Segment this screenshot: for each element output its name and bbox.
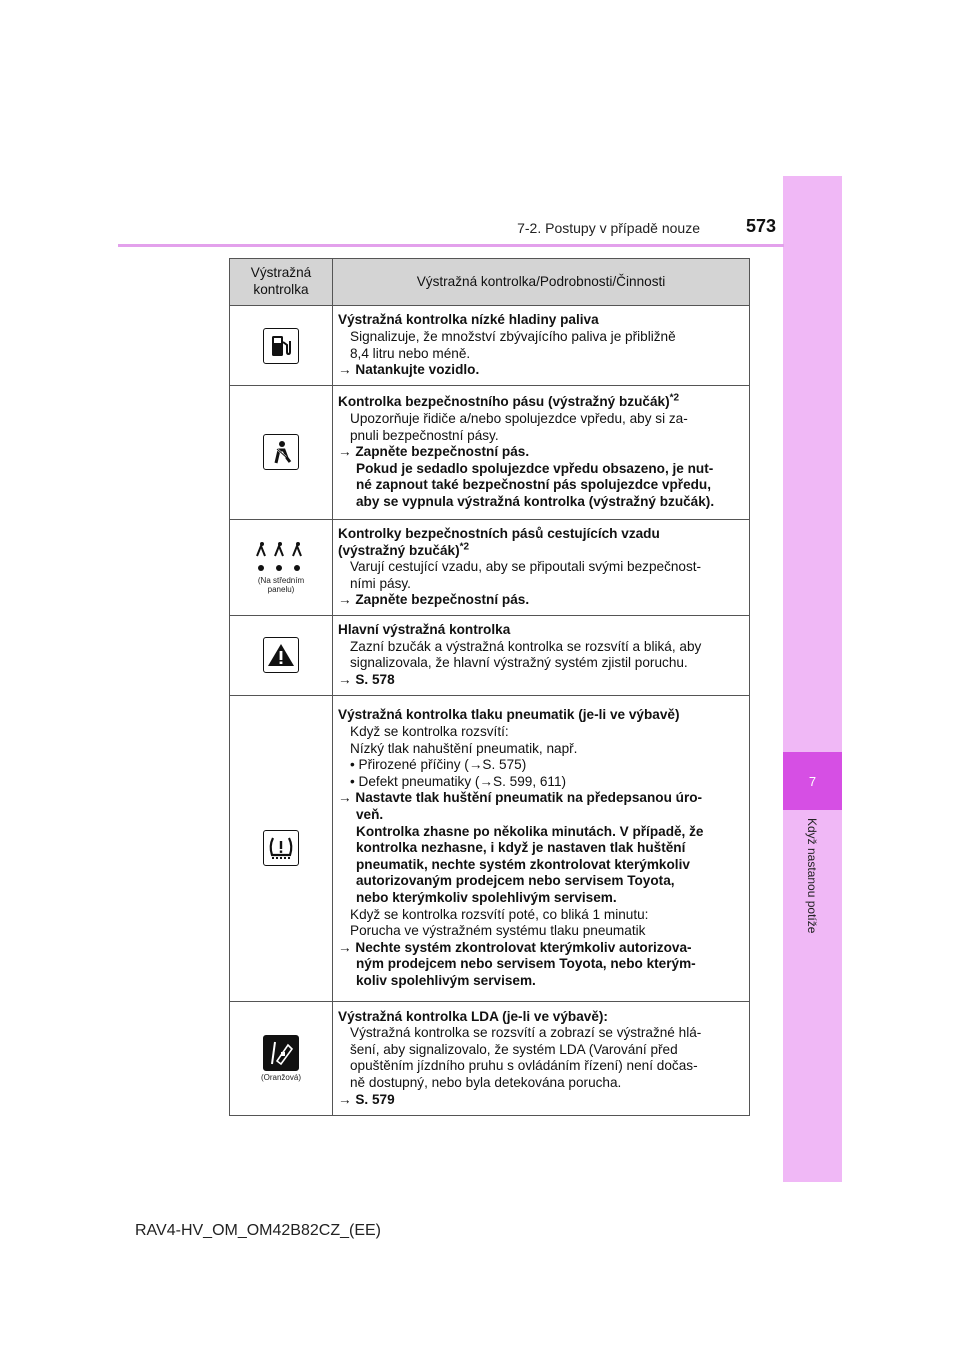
- row-action: → S. 579: [338, 1091, 395, 1107]
- tire-pressure-icon: [263, 830, 299, 866]
- row-title: Výstražná kontrolka LDA (je-li ve výbavě):: [338, 1008, 608, 1024]
- rear-seatbelts-icon: [253, 540, 309, 574]
- row-action: → Zapněte bezpečnostní pás.: [338, 592, 530, 608]
- row-title: Hlavní výstražná kontrolka: [338, 622, 511, 638]
- row-title: Výstražná kontrolka tlaku pneumatik (je-li ve výbavě): [338, 707, 680, 723]
- row-title: Kontrolka bezpečnostního pásu (výstražný bzučák): [338, 394, 670, 410]
- col-header-details: Výstražná kontrolka/Podrobnosti/Činnosti: [333, 259, 750, 306]
- section-title: 7-2. Postupy v případě nouze: [517, 220, 700, 236]
- table-row: Kontrolka bezpečnostního pásu (výstražný bzučák)$^{*2}$ Upozorňuje řidiče a/nebo spolujezdce vpředu, aby si za- pnuli bezpečnostní pásy. → Zapněte bezpečnostní pás. Pokud je sedadlo spolujezdce vpředu obsazeno, je nut- né zapnout také bezpečnostní pás spolujezdce vpředu, aby se vypnula výstražná kontrolka (výstražný bzučák).: [230, 386, 750, 520]
- row-action: → Nechte systém zkontrolovat kterýmkoliv autorizova-: [338, 939, 692, 955]
- row-action: → Natankujte vozidlo.: [338, 362, 480, 378]
- table-row: Výstražná kontrolka tlaku pneumatik (je-li ve výbavě) Když se kontrolka rozsvítí: Nízký tlak nahuštění pneumatik, např. • Přirozené příčiny (→S. 575) • Defekt pneumatiky (→S. 599, 611) → Nastavte tlak huštění pneumatik na předepsanou úro- veň. Kontrolka zhasne po několika minutách. V případě, že kontrolka nezhasne, i když je nastaven tlak huštění pneumatik, nechte systém zkontrolovat kterýmkoliv autorizovaným prodejcem nebo servisem Toyota, nebo kterýmkoliv spolehlivým servisem. Když se kontrolka rozsvítí poté, co bliká 1 minutu: Porucha ve výstražném systému tlaku pneumatik → Nechte systém zkontrolovat kterýmkoliv autorizova- ným prodejcem nebo servisem Toyota, nebo kterým- koliv spolehlivým servisem.: [230, 695, 750, 1001]
- row-title: Kontrolky bezpečnostních pásů cestujících vzadu: [338, 526, 660, 541]
- table-row: (Na středním panelu) Kontrolky bezpečnostních pásů cestujících vzadu (výstražný bzučák)$^{*2}$ Varují cestující vzadu, aby se připoutali svými bezpečnost- ními pásy. → Zapněte bezpečnostní pás.: [230, 520, 750, 616]
- chapter-title: Když nastanou potíže: [804, 818, 819, 934]
- fuel-pump-icon: [263, 328, 299, 364]
- icon-caption: (Oranžová): [260, 1072, 301, 1082]
- table-row: Výstražná kontrolka nízké hladiny paliva Signalizuje, že množství zbývajícího paliva je přibližně 8,4 litru nebo méně. → Natankujte vozidlo.: [230, 306, 750, 386]
- page-number: 573: [745, 216, 776, 236]
- seatbelt-icon: [263, 434, 299, 470]
- header-rule: [118, 244, 784, 247]
- table-row: Hlavní výstražná kontrolka Zazní bzučák a výstražná kontrolka se rozsvítí a bliká, aby signalizovala, že hlavní výstražný systém zjistil poruchu. → S. 578: [230, 615, 750, 695]
- row-action: → S. 578: [338, 672, 395, 688]
- footer-doc-id: RAV4-HV_OM_OM42B82CZ_(EE): [135, 1222, 381, 1239]
- table-header-row: [230, 259, 750, 306]
- sidebar-tab-top: [783, 176, 842, 752]
- icon-caption: (Na středním panelu): [257, 576, 305, 595]
- master-warning-icon: [263, 637, 299, 673]
- row-action: → Nastavte tlak huštění pneumatik na předepsanou úro-: [338, 790, 703, 806]
- col-header-light: Výstražná kontrolka: [230, 259, 333, 306]
- warning-lights-table: [229, 258, 750, 1116]
- chapter-title-tab: [783, 810, 842, 970]
- lda-icon: [263, 1035, 299, 1071]
- table-row: (Oranžová) Výstražná kontrolka LDA (je-li ve výbavě): Výstražná kontrolka se rozsvítí a zobrazí se výstražné hlá- šení, aby signalizovalo, že systém LDA (Varování před opuštěním jízdního pruhu s ovládáním řízení) není dočas- ně dostupný, nebo byla detekována porucha. → S. 579: [230, 1001, 750, 1115]
- row-action: → Zapněte bezpečnostní pás.: [338, 444, 530, 460]
- row-title: Výstražná kontrolka nízké hladiny paliva: [338, 312, 599, 328]
- chapter-number-tab: [783, 752, 842, 810]
- chapter-number: 7: [808, 773, 817, 789]
